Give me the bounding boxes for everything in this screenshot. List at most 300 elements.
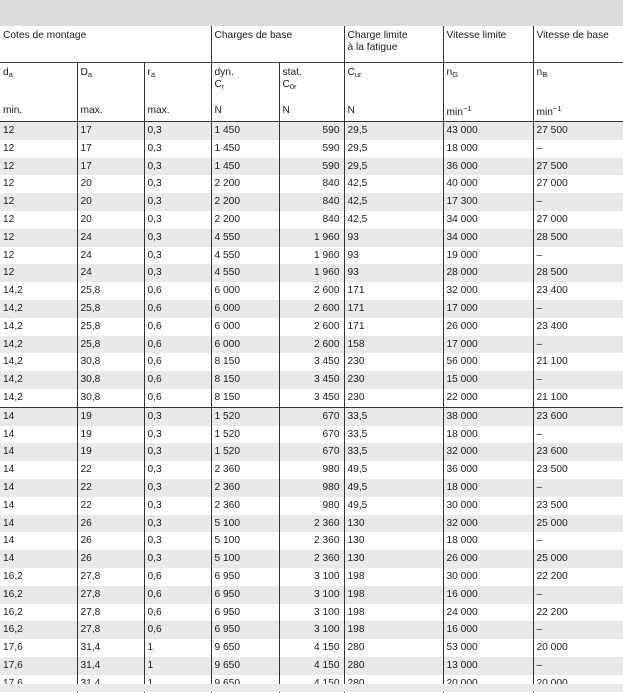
cell-c0r-stat: 4 150 bbox=[279, 657, 344, 675]
cell-da: 16,2 bbox=[3, 570, 23, 582]
cell-cur: 280 bbox=[344, 639, 443, 657]
cell-nB: 25 000 bbox=[533, 550, 623, 568]
table-row bbox=[0, 639, 623, 657]
cell-nG: 34 000 bbox=[443, 211, 533, 229]
cell-c0r-stat: 1 960 bbox=[279, 229, 344, 247]
cell-cur: 29,5 bbox=[344, 140, 443, 158]
table-row bbox=[0, 371, 623, 389]
cell-Da: 24 bbox=[77, 247, 144, 265]
cell-nG: 26 000 bbox=[443, 550, 533, 568]
cell-nG: 26 000 bbox=[443, 318, 533, 336]
table-row bbox=[0, 336, 623, 354]
cell-Da: 20 bbox=[77, 193, 144, 211]
cell-da: 17,6 bbox=[0, 657, 77, 675]
cell-nG: 36 000 bbox=[443, 158, 533, 176]
table-row bbox=[0, 282, 623, 300]
cell-cur: 158 bbox=[344, 336, 443, 354]
cell-Da: 25,8 bbox=[77, 336, 144, 354]
cell-da: 16,2 bbox=[0, 621, 77, 639]
header-stat-c0r: stat. $C_{0r}$ bbox=[279, 63, 344, 102]
cell-cr-dyn: 6 950 bbox=[211, 568, 279, 586]
cell-da: 14 bbox=[0, 479, 77, 497]
table-row bbox=[0, 122, 623, 140]
header-fatigue-limit: Charge limite à la fatigue bbox=[344, 26, 443, 63]
cell-cr-dyn: 8 150 bbox=[211, 371, 279, 389]
cell-nG: 16 000 bbox=[443, 586, 533, 604]
cell-c0r-stat: 3 450 bbox=[279, 353, 344, 371]
cell-cur: 93 bbox=[344, 229, 443, 247]
cell-cur: 198 bbox=[344, 586, 443, 604]
cell-cur: 171 bbox=[344, 282, 443, 300]
cell-ra: 0,6 bbox=[144, 300, 211, 318]
cell-Da: 27,8 bbox=[77, 568, 144, 586]
cell-da: 14,2 bbox=[3, 356, 23, 368]
cell-c0r-stat: 840 bbox=[279, 175, 344, 193]
cell-ra: 0,3 bbox=[144, 497, 211, 515]
cell-Da: 22 bbox=[77, 479, 144, 497]
cell-ra: 0,3 bbox=[144, 515, 211, 533]
cell-nB: 22 200 bbox=[533, 568, 623, 586]
cell-c0r-stat: 590 bbox=[279, 122, 344, 140]
unit-stat: N bbox=[279, 101, 344, 122]
cell-ra: 0,3 bbox=[144, 175, 211, 193]
table-row bbox=[0, 497, 623, 515]
cell-c0r-stat: 1 960 bbox=[279, 264, 344, 282]
cell-ra: 0,6 bbox=[144, 586, 211, 604]
header-mounting-dimensions: Cotes de montage bbox=[0, 26, 211, 63]
cell-c0r-stat: 4 150 bbox=[279, 639, 344, 657]
cell-c0r-stat: 2 600 bbox=[279, 300, 344, 318]
cell-cr-dyn: 5 100 bbox=[211, 550, 279, 568]
unit-ra: max. bbox=[144, 101, 211, 122]
cell-Da: 25,8 bbox=[77, 282, 144, 300]
cell-nG: 53 000 bbox=[443, 639, 533, 657]
cell-Da: 25,8 bbox=[77, 318, 144, 336]
cell-c0r-stat: 840 bbox=[279, 211, 344, 229]
cell-Da: 24 bbox=[77, 264, 144, 282]
cell-nB: 28 500 bbox=[533, 264, 623, 282]
table-row bbox=[0, 443, 623, 461]
header-basic-loads: Charges de base bbox=[211, 26, 344, 63]
unit-Da: max. bbox=[77, 101, 144, 122]
cell-Da: 30,8 bbox=[77, 389, 144, 407]
cell-nB: – bbox=[533, 336, 623, 354]
cell-da: 12 bbox=[0, 122, 77, 140]
cell-c0r-stat: 670 bbox=[279, 443, 344, 461]
cell-ra: 0,3 bbox=[144, 247, 211, 265]
cell-cur: 42,5 bbox=[344, 175, 443, 193]
cell-da: 14,2 bbox=[0, 336, 77, 354]
cell-Da: 20 bbox=[77, 211, 144, 229]
cell-ra: 0,3 bbox=[144, 122, 211, 140]
cell-cur: 49,5 bbox=[344, 461, 443, 479]
cell-nB: – bbox=[533, 247, 623, 265]
cell-cr-dyn: 1 450 bbox=[211, 122, 279, 140]
table-row bbox=[0, 140, 623, 158]
cell-ra: 0,6 bbox=[144, 371, 211, 389]
cell-ra: 0,3 bbox=[144, 193, 211, 211]
cell-nG: 17 000 bbox=[443, 300, 533, 318]
cell-ra: 0,3 bbox=[144, 479, 211, 497]
cell-da: 12 bbox=[0, 193, 77, 211]
cell-Da: 22 bbox=[77, 461, 144, 479]
cell-nG: 32 000 bbox=[443, 282, 533, 300]
header-da: $d_a$ bbox=[3, 67, 13, 79]
cell-Da: 17 bbox=[77, 140, 144, 158]
bearing-data-table bbox=[0, 26, 623, 693]
cell-cr-dyn: 1 520 bbox=[211, 443, 279, 461]
cell-cur: 171 bbox=[344, 300, 443, 318]
cell-cur: 198 bbox=[344, 621, 443, 639]
table-row bbox=[0, 461, 623, 479]
cell-da: 17,6 bbox=[3, 642, 23, 654]
table-row bbox=[0, 657, 623, 675]
cell-da: 12 bbox=[3, 249, 15, 261]
cell-ra: 0,3 bbox=[144, 461, 211, 479]
cell-nG: 24 000 bbox=[443, 604, 533, 622]
cell-cr-dyn: 2 200 bbox=[211, 193, 279, 211]
cell-Da: 26 bbox=[77, 515, 144, 533]
cell-cr-dyn: 6 000 bbox=[211, 282, 279, 300]
cell-nG: 16 000 bbox=[443, 621, 533, 639]
cell-cur: 198 bbox=[344, 568, 443, 586]
cell-cr-dyn: 2 360 bbox=[211, 497, 279, 515]
cell-da: 14 bbox=[0, 515, 77, 533]
cell-ra: 0,3 bbox=[144, 532, 211, 550]
cell-ra: 0,3 bbox=[144, 264, 211, 282]
cell-ra: 0,6 bbox=[144, 318, 211, 336]
cell-ra: 0,3 bbox=[144, 158, 211, 176]
header-speed-base: Vitesse de base bbox=[533, 26, 623, 63]
top-band bbox=[0, 0, 623, 26]
cell-cr-dyn: 2 200 bbox=[211, 175, 279, 193]
cell-cur: 33,5 bbox=[344, 443, 443, 461]
cell-Da: 19 bbox=[77, 407, 144, 425]
cell-da: 12 bbox=[0, 229, 77, 247]
cell-cur: 130 bbox=[344, 532, 443, 550]
cell-nB: – bbox=[533, 140, 623, 158]
cell-da: 14,2 bbox=[3, 391, 23, 403]
cell-c0r-stat: 980 bbox=[279, 479, 344, 497]
cell-cr-dyn: 6 950 bbox=[211, 586, 279, 604]
cell-Da: 19 bbox=[77, 443, 144, 461]
unit-da: min. bbox=[0, 101, 77, 122]
cell-da: 14 bbox=[3, 464, 15, 476]
cell-nB: 27 000 bbox=[533, 211, 623, 229]
cell-cr-dyn: 1 450 bbox=[211, 158, 279, 176]
cell-nB: – bbox=[533, 371, 623, 389]
table-row bbox=[0, 211, 623, 229]
cell-da: 14 bbox=[3, 428, 15, 440]
cell-nG: 22 000 bbox=[443, 389, 533, 407]
header-speed-limit: Vitesse limite bbox=[443, 26, 533, 63]
cell-cur: 230 bbox=[344, 353, 443, 371]
cell-nG: 30 000 bbox=[443, 497, 533, 515]
unit-dyn: N bbox=[211, 101, 279, 122]
table-row bbox=[0, 621, 623, 639]
bottom-band bbox=[0, 684, 623, 692]
cell-da: 14 bbox=[0, 443, 77, 461]
cell-nB: 23 500 bbox=[533, 497, 623, 515]
cell-ra: 0,6 bbox=[144, 604, 211, 622]
table-row bbox=[0, 318, 623, 336]
table-row bbox=[0, 193, 623, 211]
cell-ra: 0,3 bbox=[144, 550, 211, 568]
cell-ra: 0,6 bbox=[144, 353, 211, 371]
cell-nB: – bbox=[533, 479, 623, 497]
cell-ra: 0,3 bbox=[144, 140, 211, 158]
cell-Da: 27,8 bbox=[77, 621, 144, 639]
header-cur: $C_{ur}$ bbox=[344, 63, 443, 102]
table-row bbox=[0, 479, 623, 497]
cell-da: 14,2 bbox=[0, 300, 77, 318]
cell-nB: – bbox=[533, 300, 623, 318]
cell-cr-dyn: 9 650 bbox=[211, 657, 279, 675]
cell-ra: 1 bbox=[144, 657, 211, 675]
cell-nB: 22 200 bbox=[533, 604, 623, 622]
table-row bbox=[0, 300, 623, 318]
cell-nG: 18 000 bbox=[443, 532, 533, 550]
cell-c0r-stat: 3 100 bbox=[279, 604, 344, 622]
cell-nB: 27 500 bbox=[533, 158, 623, 176]
cell-nB: 27 000 bbox=[533, 175, 623, 193]
cell-cr-dyn: 2 360 bbox=[211, 461, 279, 479]
cell-da: 12 bbox=[3, 213, 15, 225]
cell-cur: 171 bbox=[344, 318, 443, 336]
cell-ra: 0,6 bbox=[144, 621, 211, 639]
unit-nG: $\min^{-1}$ bbox=[443, 101, 533, 122]
cell-nB: 21 100 bbox=[533, 389, 623, 407]
table-row bbox=[0, 247, 623, 265]
cell-c0r-stat: 980 bbox=[279, 461, 344, 479]
cell-cur: 49,5 bbox=[344, 497, 443, 515]
table-row bbox=[0, 353, 623, 371]
cell-c0r-stat: 3 100 bbox=[279, 586, 344, 604]
cell-cr-dyn: 6 000 bbox=[211, 336, 279, 354]
cell-c0r-stat: 3 100 bbox=[279, 568, 344, 586]
cell-cr-dyn: 2 200 bbox=[211, 211, 279, 229]
cell-da: 14 bbox=[3, 535, 15, 547]
cell-c0r-stat: 590 bbox=[279, 158, 344, 176]
header-Da: $D_a$ bbox=[77, 63, 144, 102]
cell-da: 12 bbox=[3, 142, 15, 154]
cell-nG: 32 000 bbox=[443, 515, 533, 533]
cell-nG: 56 000 bbox=[443, 353, 533, 371]
table-row bbox=[0, 515, 623, 533]
table-row bbox=[0, 604, 623, 622]
cell-da: 16,2 bbox=[0, 586, 77, 604]
cell-da: 14 bbox=[0, 407, 77, 425]
header-row-units bbox=[0, 101, 623, 122]
cell-cr-dyn: 8 150 bbox=[211, 389, 279, 407]
cell-Da: 26 bbox=[77, 532, 144, 550]
cell-da: 14,2 bbox=[3, 285, 23, 297]
cell-Da: 27,8 bbox=[77, 604, 144, 622]
cell-nG: 30 000 bbox=[443, 568, 533, 586]
cell-ra: 1 bbox=[144, 639, 211, 657]
cell-Da: 30,8 bbox=[77, 371, 144, 389]
cell-cr-dyn: 6 950 bbox=[211, 604, 279, 622]
cell-Da: 26 bbox=[77, 550, 144, 568]
cell-c0r-stat: 3 450 bbox=[279, 389, 344, 407]
cell-ra: 0,3 bbox=[144, 443, 211, 461]
cell-c0r-stat: 2 360 bbox=[279, 550, 344, 568]
cell-nB: 21 100 bbox=[533, 353, 623, 371]
cell-ra: 0,3 bbox=[144, 407, 211, 425]
cell-c0r-stat: 2 360 bbox=[279, 515, 344, 533]
cell-c0r-stat: 2 600 bbox=[279, 318, 344, 336]
table-row bbox=[0, 264, 623, 282]
cell-cur: 198 bbox=[344, 604, 443, 622]
cell-nB: – bbox=[533, 193, 623, 211]
cell-nG: 18 000 bbox=[443, 426, 533, 444]
cell-nB: 23 600 bbox=[533, 443, 623, 461]
cell-Da: 27,8 bbox=[77, 586, 144, 604]
cell-da: 14 bbox=[0, 550, 77, 568]
table-row bbox=[0, 426, 623, 444]
cell-nG: 36 000 bbox=[443, 461, 533, 479]
cell-Da: 20 bbox=[77, 175, 144, 193]
cell-cr-dyn: 2 360 bbox=[211, 479, 279, 497]
cell-Da: 17 bbox=[77, 158, 144, 176]
cell-ra: 0,6 bbox=[144, 568, 211, 586]
cell-c0r-stat: 2 600 bbox=[279, 282, 344, 300]
header-row-symbols bbox=[0, 63, 623, 102]
cell-cr-dyn: 8 150 bbox=[211, 353, 279, 371]
cell-nG: 17 000 bbox=[443, 336, 533, 354]
cell-nB: 28 500 bbox=[533, 229, 623, 247]
cell-cr-dyn: 6 000 bbox=[211, 318, 279, 336]
table-row bbox=[0, 550, 623, 568]
cell-c0r-stat: 1 960 bbox=[279, 247, 344, 265]
cell-nB: 25 000 bbox=[533, 515, 623, 533]
cell-nB: – bbox=[533, 426, 623, 444]
table-row bbox=[0, 568, 623, 586]
cell-nB: 23 600 bbox=[533, 407, 623, 425]
cell-nG: 32 000 bbox=[443, 443, 533, 461]
cell-ra: 0,6 bbox=[144, 389, 211, 407]
cell-ra: 0,3 bbox=[144, 211, 211, 229]
header-nG: $n_G$ bbox=[443, 63, 533, 102]
cell-nG: 18 000 bbox=[443, 140, 533, 158]
cell-nB: – bbox=[533, 586, 623, 604]
cell-Da: 31,4 bbox=[77, 639, 144, 657]
table-row bbox=[0, 229, 623, 247]
cell-da: 16,2 bbox=[3, 606, 23, 618]
table-row bbox=[0, 407, 623, 425]
cell-cr-dyn: 1 450 bbox=[211, 140, 279, 158]
cell-da: 14,2 bbox=[3, 320, 23, 332]
header-row-groups bbox=[0, 26, 623, 63]
cell-da: 12 bbox=[0, 158, 77, 176]
cell-c0r-stat: 590 bbox=[279, 140, 344, 158]
cell-cr-dyn: 4 550 bbox=[211, 264, 279, 282]
table-row bbox=[0, 586, 623, 604]
cell-cr-dyn: 6 950 bbox=[211, 621, 279, 639]
cell-Da: 17 bbox=[77, 122, 144, 140]
table-row bbox=[0, 175, 623, 193]
cell-cr-dyn: 1 520 bbox=[211, 426, 279, 444]
cell-nB: 20 000 bbox=[533, 639, 623, 657]
cell-nG: 18 000 bbox=[443, 479, 533, 497]
cell-da: 14,2 bbox=[0, 371, 77, 389]
cell-c0r-stat: 670 bbox=[279, 426, 344, 444]
cell-cur: 33,5 bbox=[344, 426, 443, 444]
cell-ra: 0,3 bbox=[144, 229, 211, 247]
cell-cur: 230 bbox=[344, 371, 443, 389]
cell-cr-dyn: 5 100 bbox=[211, 532, 279, 550]
cell-nB: 23 400 bbox=[533, 282, 623, 300]
cell-nG: 28 000 bbox=[443, 264, 533, 282]
cell-nB: – bbox=[533, 657, 623, 675]
cell-Da: 30,8 bbox=[77, 353, 144, 371]
table-row bbox=[0, 158, 623, 176]
cell-cur: 130 bbox=[344, 550, 443, 568]
unit-nB: $\min^{-1}$ bbox=[533, 101, 623, 122]
header-dyn-cr: dyn. $C_r$ bbox=[211, 63, 279, 102]
cell-nB: – bbox=[533, 621, 623, 639]
cell-nG: 40 000 bbox=[443, 175, 533, 193]
cell-cur: 42,5 bbox=[344, 211, 443, 229]
cell-cr-dyn: 4 550 bbox=[211, 229, 279, 247]
cell-Da: 25,8 bbox=[77, 300, 144, 318]
header-nB: $n_B$ bbox=[533, 63, 623, 102]
cell-nG: 15 000 bbox=[443, 371, 533, 389]
cell-cr-dyn: 1 520 bbox=[211, 407, 279, 425]
cell-nG: 19 000 bbox=[443, 247, 533, 265]
cell-nG: 38 000 bbox=[443, 407, 533, 425]
cell-cr-dyn: 6 000 bbox=[211, 300, 279, 318]
cell-cur: 280 bbox=[344, 657, 443, 675]
cell-Da: 24 bbox=[77, 229, 144, 247]
cell-c0r-stat: 3 450 bbox=[279, 371, 344, 389]
cell-da: 14 bbox=[3, 499, 15, 511]
cell-nB: 23 400 bbox=[533, 318, 623, 336]
cell-ra: 0,6 bbox=[144, 336, 211, 354]
cell-cur: 29,5 bbox=[344, 122, 443, 140]
cell-nG: 34 000 bbox=[443, 229, 533, 247]
cell-cur: 42,5 bbox=[344, 193, 443, 211]
unit-cur: N bbox=[344, 101, 443, 122]
cell-nB: 27 500 bbox=[533, 122, 623, 140]
cell-nB: 23 500 bbox=[533, 461, 623, 479]
cell-da: 12 bbox=[0, 264, 77, 282]
cell-cr-dyn: 4 550 bbox=[211, 247, 279, 265]
cell-ra: 0,6 bbox=[144, 282, 211, 300]
cell-c0r-stat: 3 100 bbox=[279, 621, 344, 639]
cell-cur: 93 bbox=[344, 247, 443, 265]
cell-Da: 31,4 bbox=[77, 657, 144, 675]
cell-Da: 19 bbox=[77, 426, 144, 444]
table-row bbox=[0, 532, 623, 550]
cell-cur: 29,5 bbox=[344, 158, 443, 176]
cell-cur: 33,5 bbox=[344, 407, 443, 425]
table-row bbox=[0, 389, 623, 407]
cell-cr-dyn: 9 650 bbox=[211, 639, 279, 657]
cell-nB: – bbox=[533, 532, 623, 550]
cell-cur: 230 bbox=[344, 389, 443, 407]
cell-cr-dyn: 5 100 bbox=[211, 515, 279, 533]
cell-cur: 130 bbox=[344, 515, 443, 533]
header-ra: $r_a$ bbox=[144, 63, 211, 102]
cell-cur: 49,5 bbox=[344, 479, 443, 497]
cell-c0r-stat: 980 bbox=[279, 497, 344, 515]
cell-nG: 13 000 bbox=[443, 657, 533, 675]
cell-nG: 43 000 bbox=[443, 122, 533, 140]
cell-da: 12 bbox=[3, 178, 15, 190]
cell-c0r-stat: 840 bbox=[279, 193, 344, 211]
cell-c0r-stat: 670 bbox=[279, 407, 344, 425]
